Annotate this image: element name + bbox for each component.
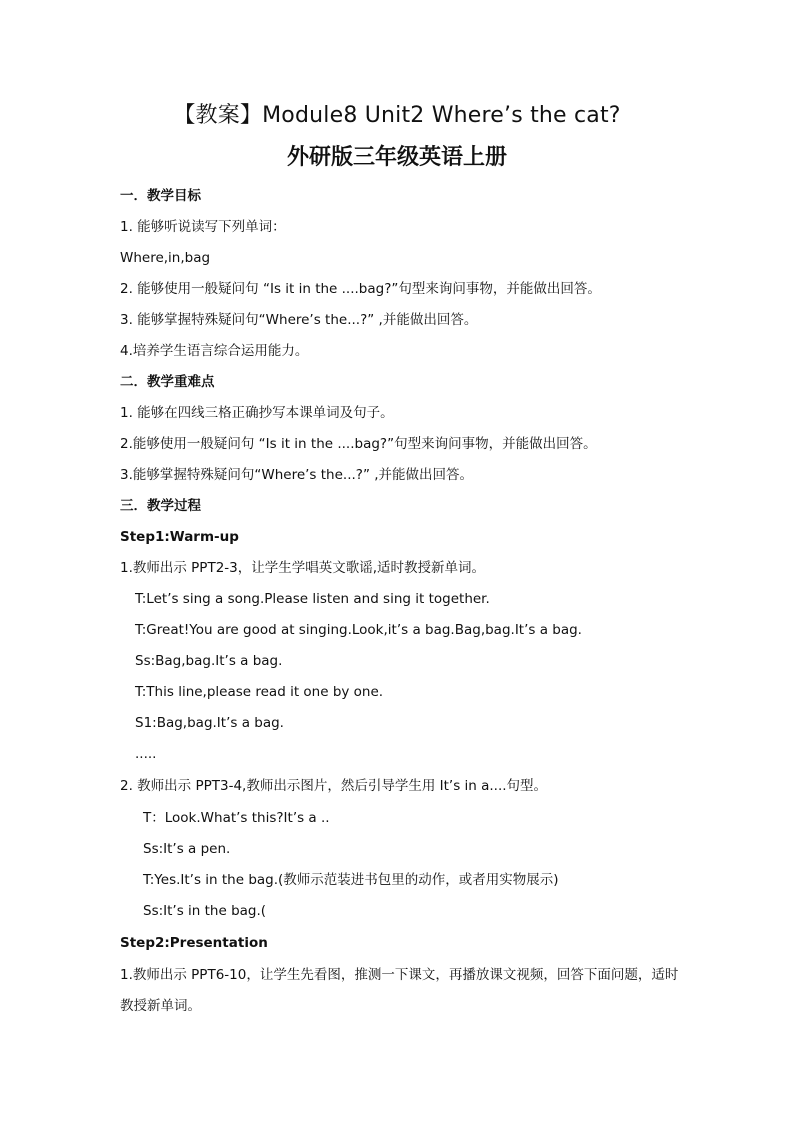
dialogue-line: T:Great!You are good at singing.Look,it’s a bag.Bag,bag.It’s a bag. bbox=[135, 622, 582, 638]
step-1-heading: Step1:Warm-up bbox=[120, 529, 239, 545]
step-2-item-1: 1.教师出示 PPT6-10，让学生先看图，推测一下课文，再播放课文视频，回答下面问题，适时教授新单词。 bbox=[120, 967, 679, 1014]
dialogue-line: T:Yes.It’s in the bag.(教师示范装进书包里的动作，或者用实物展示) bbox=[143, 872, 559, 888]
step-1-item-2: 2. 教师出示 PPT3-4,教师出示图片，然后引导学生用 It’s in a....句型。 bbox=[120, 778, 548, 794]
section-heading-objectives: 一．教学目标 bbox=[120, 188, 201, 204]
objective-2: 2. 能够使用一般疑问句 “Is it in the ....bag?”句型来询问事物，并能做出回答。 bbox=[120, 281, 601, 297]
section-heading-key-points: 二．教学重难点 bbox=[120, 374, 215, 390]
dialogue-line: S1:Bag,bag.It’s a bag. bbox=[135, 715, 284, 731]
step-2-heading: Step2:Presentation bbox=[120, 935, 268, 951]
document-title: 【教案】Module8 Unit2 Where’s the cat? bbox=[173, 103, 621, 128]
dialogue-line: Ss:It’s a pen. bbox=[143, 841, 231, 857]
dialogue-line: T：Look.What’s this?It’s a .. bbox=[143, 810, 330, 826]
dialogue-line: T:Let’s sing a song.Please listen and sing it together. bbox=[135, 591, 490, 607]
dialogue-line: T:This line,please read it one by one. bbox=[135, 684, 384, 700]
objective-4: 4.培养学生语言综合运用能力。 bbox=[120, 343, 309, 359]
objective-words: Where,in,bag bbox=[120, 250, 211, 266]
key-point-2: 2.能够使用一般疑问句 “Is it in the ....bag?”句型来询问事物，并能做出回答。 bbox=[120, 436, 597, 452]
step-1-item-1: 1.教师出示 PPT2-3，让学生学唱英文歌谣,适时教授新单词。 bbox=[120, 560, 486, 576]
dialogue-ellipsis: ..... bbox=[135, 746, 157, 762]
section-heading-process: 三．教学过程 bbox=[120, 498, 201, 514]
objective-3: 3. 能够掌握特殊疑问句“Where’s the...?” ,并能做出回答。 bbox=[120, 312, 478, 328]
document-subtitle: 外研版三年级英语上册 bbox=[286, 145, 507, 170]
dialogue-line: Ss:Bag,bag.It’s a bag. bbox=[135, 653, 283, 669]
objective-1: 1. 能够听说读写下列单词： bbox=[120, 219, 286, 235]
key-point-1: 1. 能够在四线三格正确抄写本课单词及句子。 bbox=[120, 405, 394, 421]
key-point-3: 3.能够掌握特殊疑问句“Where’s the...?” ,并能做出回答。 bbox=[120, 467, 474, 483]
dialogue-line: Ss:It’s in the bag.( bbox=[143, 903, 267, 919]
